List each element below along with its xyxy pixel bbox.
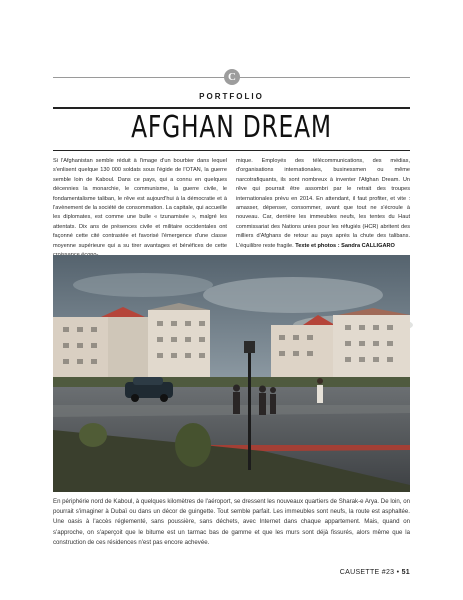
intro-column-left — [53, 157, 227, 260]
magazine-issue: CAUSETTE #23 — [339, 569, 395, 576]
intro-right-text: mique. Employés des télécommunications, des médias, d'organisations internationales, businessmen ou même narcotrafiquants, ils sont nombreux à inventer l'Afghan Dream. Un rêve qui pourrait être assombri par le retrait des troupes internationales prévu en 2014. En attendant, il faut profiter, et vite : amasser, dépenser, consommer, avant que tout ne s'écroule à nouveau. Car, derrière les immeubles neufs, les tentes du Haut commissariat des Nations unies pour les réfugiés (HCR) abritent des milliers d'Afghans de retour au pays après la chute des talibans. L'équilibre reste fragile. — [236, 158, 410, 249]
section-label: PORTFOLIO — [199, 92, 264, 101]
photo-credit: Texte et photos : Sandra CALLIGARO — [295, 242, 395, 249]
page-folio — [340, 569, 410, 576]
intro-text — [53, 157, 410, 247]
title-rule — [53, 150, 410, 151]
page-title: AFGHAN DREAM — [131, 110, 332, 145]
photo-caption: En périphérie nord de Kaboul, à quelques kilomètres de l'aéroport, se dressent les nouveaux quartiers de Sharak-e Arya. De loin, on pourrait s'imaginer à Dubaï ou dans un décor de guingette. Tout semble parfait. Les immeubles sont neufs, la route est asphaltée. Une oasis à l'accès réglementé, sans poussière, sans déchets, avec Internet dans chaque appartement. Mais, quand on s'approche, on s'aperçoit que le bitume est un tarmac bas de gamme et que les murs sont déjà fissurés, alors même que la construction de ces résidences n'est pas encore achevée. — [53, 498, 410, 546]
section-rule — [53, 107, 410, 109]
page-number: 51 — [401, 569, 410, 576]
magazine-logo-badge: C — [224, 69, 240, 85]
intro-column-right — [236, 157, 410, 251]
intro-left-text: Si l'Afghanistan semble réduit à l'image d'un bourbier dans lequel s'enlisent quelque 130 000 soldats sous l'égide de l'OTAN, la guerre semble loin de Kaboul. Dans ce pays, qui a connu en quelques décennies la monarchie, le communisme, la guerre civile, le fondamentalisme taliban, le rêve est aujourd'hui à la démocratie et à l'avènement de la société de consommation. La capitale, qui accueille les diplomates, est comme une bulle « tzunamisée », malgré les attentats. Dix ans de présences civile et militaire occidentales ont façonné cette cité contrastée et favorisé l'émergence d'une classe moyenne supérieure qui a su tirer avantages et bénéfices de cette — [53, 158, 227, 249]
folio-separator: • — [396, 569, 400, 576]
street-photo — [53, 255, 410, 492]
street-scene-illustration — [53, 255, 410, 492]
